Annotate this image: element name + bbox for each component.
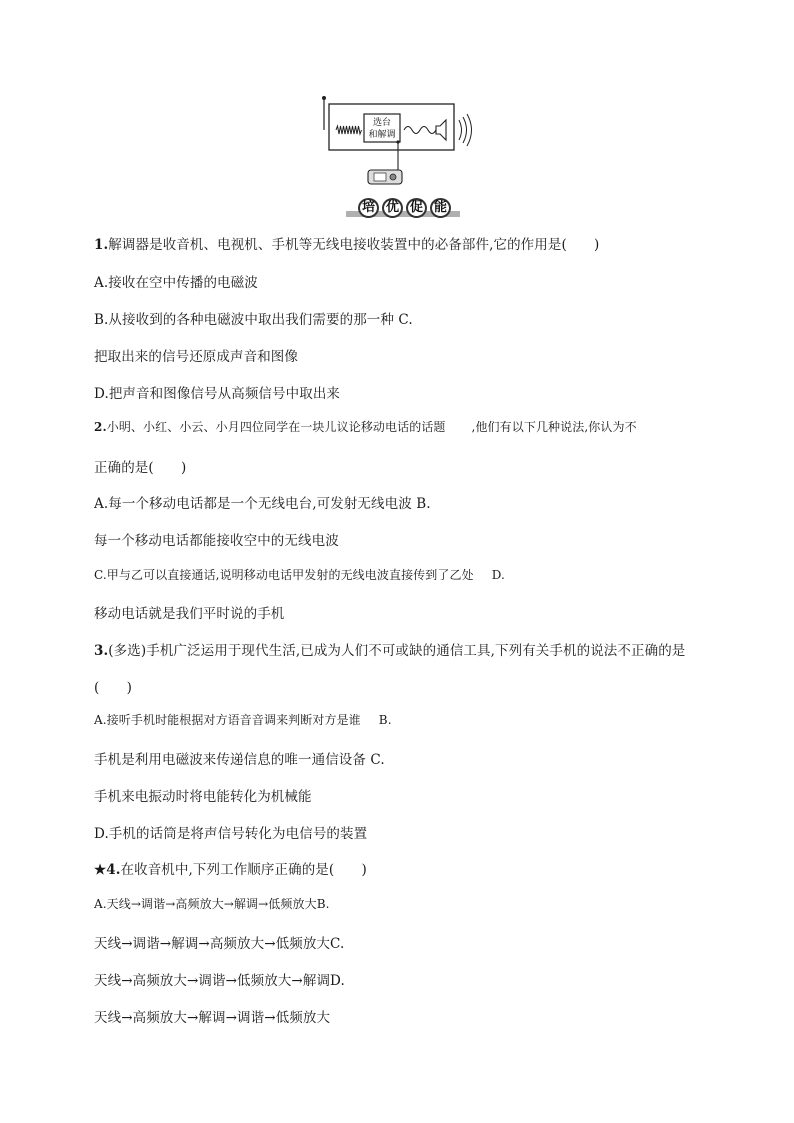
question-text: (多选)手机广泛运用于现代生活,已成为人们不可或缺的通信工具,下列有关手机的说法不正确的是 bbox=[108, 643, 686, 659]
question-2-option-a: A.每一个移动电话都是一个无线电台,可发射无线电波 B. bbox=[94, 496, 431, 512]
option-a-text: A.接听手机时能根据对方语音音调来判断对方是谁 bbox=[94, 713, 361, 727]
question-text-part2: ,他们有以下几种说法,你认为不 bbox=[471, 420, 637, 434]
question-number: 1. bbox=[94, 237, 109, 253]
question-1-stem bbox=[94, 233, 599, 253]
question-number: 3. bbox=[94, 643, 109, 659]
question-1-option-c: 把取出来的信号还原成声音和图像 bbox=[94, 349, 298, 365]
question-2-option-b: 每一个移动电话都能接收空中的无线电波 bbox=[94, 533, 339, 549]
sound-wave-icon bbox=[459, 120, 462, 140]
radio-receiver-diagram bbox=[318, 94, 478, 194]
speaker-icon bbox=[436, 120, 446, 140]
question-3-stem bbox=[94, 639, 685, 659]
banner-char: 促 bbox=[406, 198, 427, 218]
question-3-option-a bbox=[94, 711, 392, 728]
option-c-text: C.甲与乙可以直接通话,说明移动电话甲发射的无线电波直接传到了乙处 bbox=[94, 568, 474, 582]
question-text: 解调器是收音机、电视机、手机等无线电接收装置中的必备部件,它的作用是( ) bbox=[108, 237, 600, 253]
banner-char: 能 bbox=[430, 198, 451, 218]
question-3-option-d: D.手机的话筒是将声信号转化为电信号的装置 bbox=[94, 826, 368, 842]
question-3-option-c: 手机来电振动时将电能转化为机械能 bbox=[94, 789, 312, 805]
question-2-stem bbox=[94, 418, 637, 435]
question-2-stem-continued: 正确的是( ) bbox=[94, 460, 187, 476]
audio-signal-wave bbox=[404, 127, 436, 134]
question-1-option-b: B.从接收到的各种电磁波中取出我们需要的那一种 C. bbox=[94, 312, 413, 328]
antenna-tip-icon bbox=[322, 96, 326, 100]
question-1-option-a: A.接收在空中传播的电磁波 bbox=[94, 275, 258, 291]
sound-wave-icon bbox=[467, 114, 472, 146]
receiver-circuit-figure bbox=[318, 94, 478, 194]
question-1-option-d: D.把声音和图像信号从高频信号中取出来 bbox=[94, 386, 341, 402]
question-4-option-c: 天线→高频放大→调谐→低频放大→解调D. bbox=[94, 973, 345, 989]
option-b-label: B. bbox=[378, 713, 392, 727]
sound-wave-icon bbox=[463, 117, 467, 143]
question-2-option-c bbox=[94, 566, 505, 583]
tuner-label-line1: 选台 bbox=[372, 118, 392, 128]
question-4-option-d: 天线→高频放大→解调→调谐→低频放大 bbox=[94, 1010, 331, 1026]
banner-char: 优 bbox=[382, 198, 403, 218]
option-d-label: D. bbox=[491, 568, 505, 582]
tuner-label-line2: 和解调 bbox=[368, 130, 396, 140]
knob-dial bbox=[374, 173, 386, 181]
question-2-option-d: 移动电话就是我们平时说的手机 bbox=[94, 606, 285, 622]
section-banner bbox=[346, 196, 460, 222]
question-3-option-b: 手机是利用电磁波来传递信息的唯一通信设备 C. bbox=[94, 752, 385, 768]
question-3-stem-continued: ( ) bbox=[94, 680, 132, 696]
question-4-stem bbox=[94, 858, 367, 878]
question-number: ★4. bbox=[94, 862, 121, 878]
question-text: 在收音机中,下列工作顺序正确的是( ) bbox=[120, 862, 367, 878]
banner-char: 培 bbox=[358, 198, 379, 218]
question-number: 2. bbox=[94, 420, 107, 434]
question-4-option-b: 天线→调谐→解调→高频放大→低频放大C. bbox=[94, 936, 345, 952]
question-text-part1: 小明、小红、小云、小月四位同学在一块儿议论移动电话的话题 bbox=[106, 420, 446, 434]
question-4-option-a: A.天线→调谐→高频放大→解调→低频放大B. bbox=[94, 897, 330, 911]
connector-dot bbox=[396, 140, 399, 143]
high-frequency-signal bbox=[336, 126, 362, 134]
knob-button bbox=[390, 174, 396, 180]
